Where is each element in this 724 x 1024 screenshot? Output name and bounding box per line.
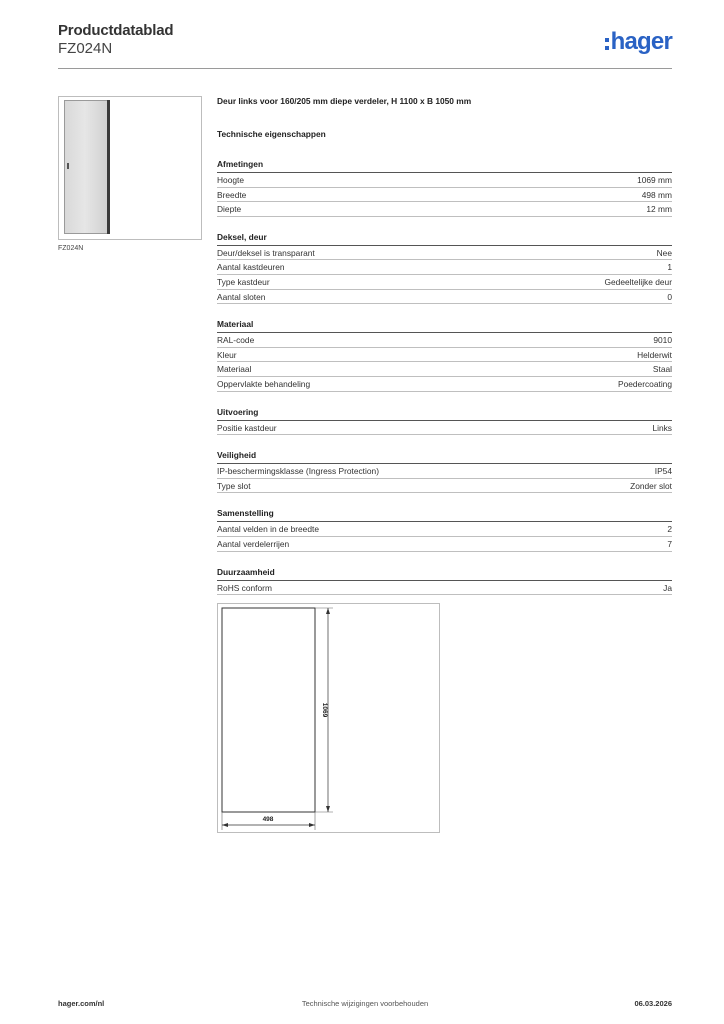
product-image-caption: FZ024N bbox=[58, 245, 84, 252]
spec-label: IP-beschermingsklasse (Ingress Protection) bbox=[217, 466, 379, 477]
section-title: Duurzaamheid bbox=[217, 566, 672, 581]
spec-value: Helderwit bbox=[637, 349, 672, 360]
spec-row bbox=[217, 377, 672, 392]
spec-value: 1069 mm bbox=[637, 175, 672, 185]
spec-value: 1 bbox=[667, 262, 672, 273]
spec-row bbox=[217, 464, 672, 479]
spec-label: Aantal kastdeuren bbox=[217, 262, 285, 273]
spec-label: Type slot bbox=[217, 480, 251, 491]
spec-row bbox=[217, 260, 672, 275]
spec-row bbox=[217, 348, 672, 363]
spec-section bbox=[217, 158, 672, 217]
width-dimension-label: 498 bbox=[262, 816, 274, 823]
spec-row bbox=[217, 421, 672, 436]
spec-row bbox=[217, 479, 672, 494]
section-title: Deksel, deur bbox=[217, 231, 672, 246]
spec-row bbox=[217, 188, 672, 203]
spec-row bbox=[217, 173, 672, 188]
footer-notice: Technische wijzigingen voorbehouden bbox=[301, 999, 429, 1008]
door-outline bbox=[222, 608, 315, 812]
spec-value: Zonder slot bbox=[630, 480, 672, 491]
spec-value: Staal bbox=[652, 364, 672, 375]
spec-label: Oppervlakte behandeling bbox=[217, 378, 311, 389]
technical-drawing bbox=[217, 603, 440, 833]
spec-row bbox=[217, 581, 672, 596]
spec-label: RoHS conform bbox=[217, 582, 272, 593]
spec-value: Links bbox=[652, 422, 672, 433]
spec-value: 9010 bbox=[653, 335, 672, 346]
spec-value: 498 mm bbox=[641, 189, 672, 200]
technical-properties-heading: Technische eigenschappen bbox=[217, 129, 326, 139]
spec-row bbox=[217, 333, 672, 348]
spec-label: RAL-code bbox=[217, 335, 255, 346]
spec-row bbox=[217, 362, 672, 377]
spec-value: 12 mm bbox=[646, 204, 672, 215]
page-header bbox=[58, 22, 672, 69]
dimension-drawing bbox=[218, 604, 441, 834]
spec-row bbox=[217, 275, 672, 290]
spec-value: IP54 bbox=[654, 466, 672, 477]
door-panel-icon bbox=[64, 100, 110, 234]
spec-label: Aantal velden in de breedte bbox=[217, 524, 319, 535]
section-title: Uitvoering bbox=[217, 406, 672, 421]
logo-text: hager bbox=[610, 28, 672, 55]
logo-dots-icon bbox=[605, 38, 609, 50]
spec-section bbox=[217, 566, 672, 596]
spec-label: Diepte bbox=[217, 204, 242, 215]
page-footer bbox=[58, 999, 672, 1011]
spec-row bbox=[217, 290, 672, 305]
product-image bbox=[58, 96, 202, 240]
section-title: Veiligheid bbox=[217, 449, 672, 464]
spec-row bbox=[217, 537, 672, 552]
spec-label: Aantal sloten bbox=[217, 291, 266, 302]
spec-section bbox=[217, 507, 672, 551]
spec-section bbox=[217, 318, 672, 391]
spec-label: Breedte bbox=[217, 189, 247, 200]
spec-label: Type kastdeur bbox=[217, 276, 270, 287]
page-title: Productdatablad bbox=[58, 22, 174, 39]
section-title: Afmetingen bbox=[217, 158, 672, 173]
footer-website-link[interactable]: hager.com/nl bbox=[58, 999, 105, 1008]
section-title: Materiaal bbox=[217, 318, 672, 333]
spec-value: 7 bbox=[667, 538, 672, 549]
spec-content bbox=[217, 94, 672, 625]
footer-date: 06.03.2026 bbox=[634, 999, 672, 1008]
product-description: Deur links voor 160/205 mm diepe verdeler, H 1100 x B 1050 mm bbox=[217, 96, 472, 106]
spec-value: Poedercoating bbox=[617, 378, 672, 389]
spec-row bbox=[217, 202, 672, 217]
section-title: Samenstelling bbox=[217, 507, 672, 522]
spec-value: Ja bbox=[663, 582, 672, 593]
spec-row bbox=[217, 522, 672, 537]
hager-logo bbox=[605, 28, 672, 56]
spec-label: Materiaal bbox=[217, 364, 252, 375]
spec-label: Kleur bbox=[217, 349, 237, 360]
spec-row bbox=[217, 246, 672, 261]
spec-section bbox=[217, 449, 672, 493]
spec-value: 2 bbox=[667, 524, 672, 535]
spec-label: Aantal verdelerrijen bbox=[217, 538, 290, 549]
spec-section bbox=[217, 406, 672, 436]
spec-label: Positie kastdeur bbox=[217, 422, 277, 433]
spec-section bbox=[217, 231, 672, 304]
product-code: FZ024N bbox=[58, 40, 113, 57]
spec-sections bbox=[217, 158, 672, 595]
spec-value: 0 bbox=[667, 291, 672, 302]
spec-label: Deur/deksel is transparant bbox=[217, 247, 315, 258]
spec-value: Gedeeltelijke deur bbox=[604, 276, 672, 287]
spec-label: Hoogte bbox=[217, 175, 245, 185]
height-dimension-label: 1069 bbox=[321, 702, 328, 718]
spec-value: Nee bbox=[656, 247, 672, 258]
